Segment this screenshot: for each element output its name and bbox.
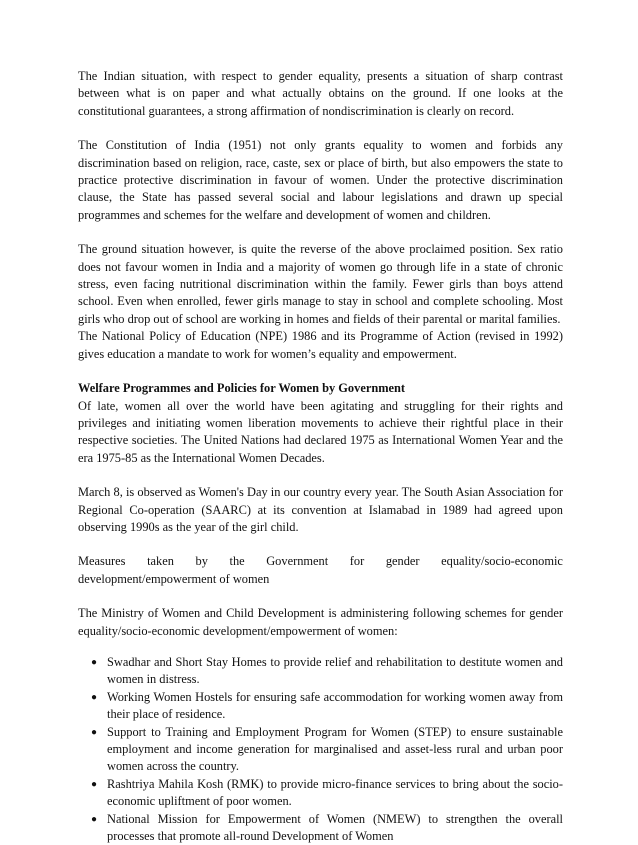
paragraph-indian-situation: The Indian situation, with respect to gender equality, presents a situation of sharp contrast between what is on paper and what actually obtains on the ground. If one looks at the constitutional guarantees, a strong affirmation of nondiscrimination is clearly on record.	[78, 69, 563, 118]
document-page	[78, 68, 563, 845]
paragraph-world-movements: Of late, women all over the world have been agitating and struggling for their rights and privileges and initiating women liberation movements to achieve their rightful place in their respective societies. The United Nations had declared 1975 as International Women Year and the era 1975-85 as the International Women Decades.	[78, 398, 563, 465]
list-item-text: Rashtriya Mahila Kosh (RMK) to provide micro-finance services to bring about the socio-economic upliftment of poor women.	[107, 776, 563, 809]
bullet-icon: ●	[91, 726, 98, 738]
bullet-icon: ●	[91, 778, 98, 790]
paragraph-ground-situation: The ground situation however, is quite the reverse of the above proclaimed position. Sex ratio does not favour women in India and a majority of women go through life in a state of chronic stress, even facing nutritional discrimination within the family. Fewer girls than boys attend school. Even when enrolled, fewer girls manage to stay in school and complete schooling. Most girls who drop out of school are working in homes and fields of their parental or marital families.	[78, 242, 563, 326]
paragraph-npe: The National Policy of Education (NPE) 1986 and its Programme of Action (revised in 1992) gives education a mandate to work for women’s equality and empowerment.	[78, 329, 563, 361]
list-item	[78, 811, 563, 845]
measures-word: by	[195, 554, 208, 569]
section-heading-welfare: Welfare Programmes and Policies for Women by Government	[78, 381, 406, 396]
measures-word: the	[229, 554, 245, 569]
bullet-icon: ●	[91, 656, 98, 668]
measures-word: taken	[147, 554, 174, 569]
paragraph-womens-day: March 8, is observed as Women's Day in our country every year. The South Asian Association for Regional Co-operation (SAARC) at its convention at Islamabad in 1989 had agreed upon observing 1990s as the year of the girl child.	[78, 485, 563, 534]
measures-line-continued: development/empowerment of women	[78, 571, 270, 586]
measures-word: Government	[266, 554, 329, 569]
list-item-text: Support to Training and Employment Program for Women (STEP) to ensure sustainable employment and income generation for marginalised and asset-less rural and urban poor women across the country.	[107, 724, 563, 774]
measures-word: equality/socio-economic	[441, 554, 563, 569]
list-item-text: National Mission for Empowerment of Women (NMEW) to strengthen the overall processes that promote all-round Development of Women	[107, 811, 563, 844]
paragraph-constitution: The Constitution of India (1951) not only grants equality to women and forbids any discrimination based on religion, race, caste, sex or place of birth, but also empowers the state to practice protective discrimination in favour of women. Under the protective discrimination clause, the State has passed several social and labour legislations and drawn up special programmes and schemes for the welfare and development of women and children.	[78, 138, 563, 222]
list-item-text: Swadhar and Short Stay Homes to provide relief and rehabilitation to destitute women and women in distress.	[107, 654, 563, 687]
bullet-icon: ●	[91, 691, 98, 703]
bullet-icon: ●	[91, 813, 98, 825]
paragraph-ministry-schemes: The Ministry of Women and Child Development is administering following schemes for gender equality/socio-economic development/empowerment of women:	[78, 606, 563, 638]
measures-word: gender	[385, 554, 420, 569]
measures-line	[78, 553, 563, 570]
list-item	[78, 776, 563, 811]
schemes-list	[78, 654, 563, 845]
list-item	[78, 724, 563, 776]
list-item	[78, 689, 563, 724]
list-item	[78, 654, 563, 689]
list-item-text: Working Women Hostels for ensuring safe accommodation for working women away from their place of residence.	[107, 689, 563, 722]
measures-word: Measures	[78, 554, 126, 569]
measures-word: for	[349, 554, 365, 569]
